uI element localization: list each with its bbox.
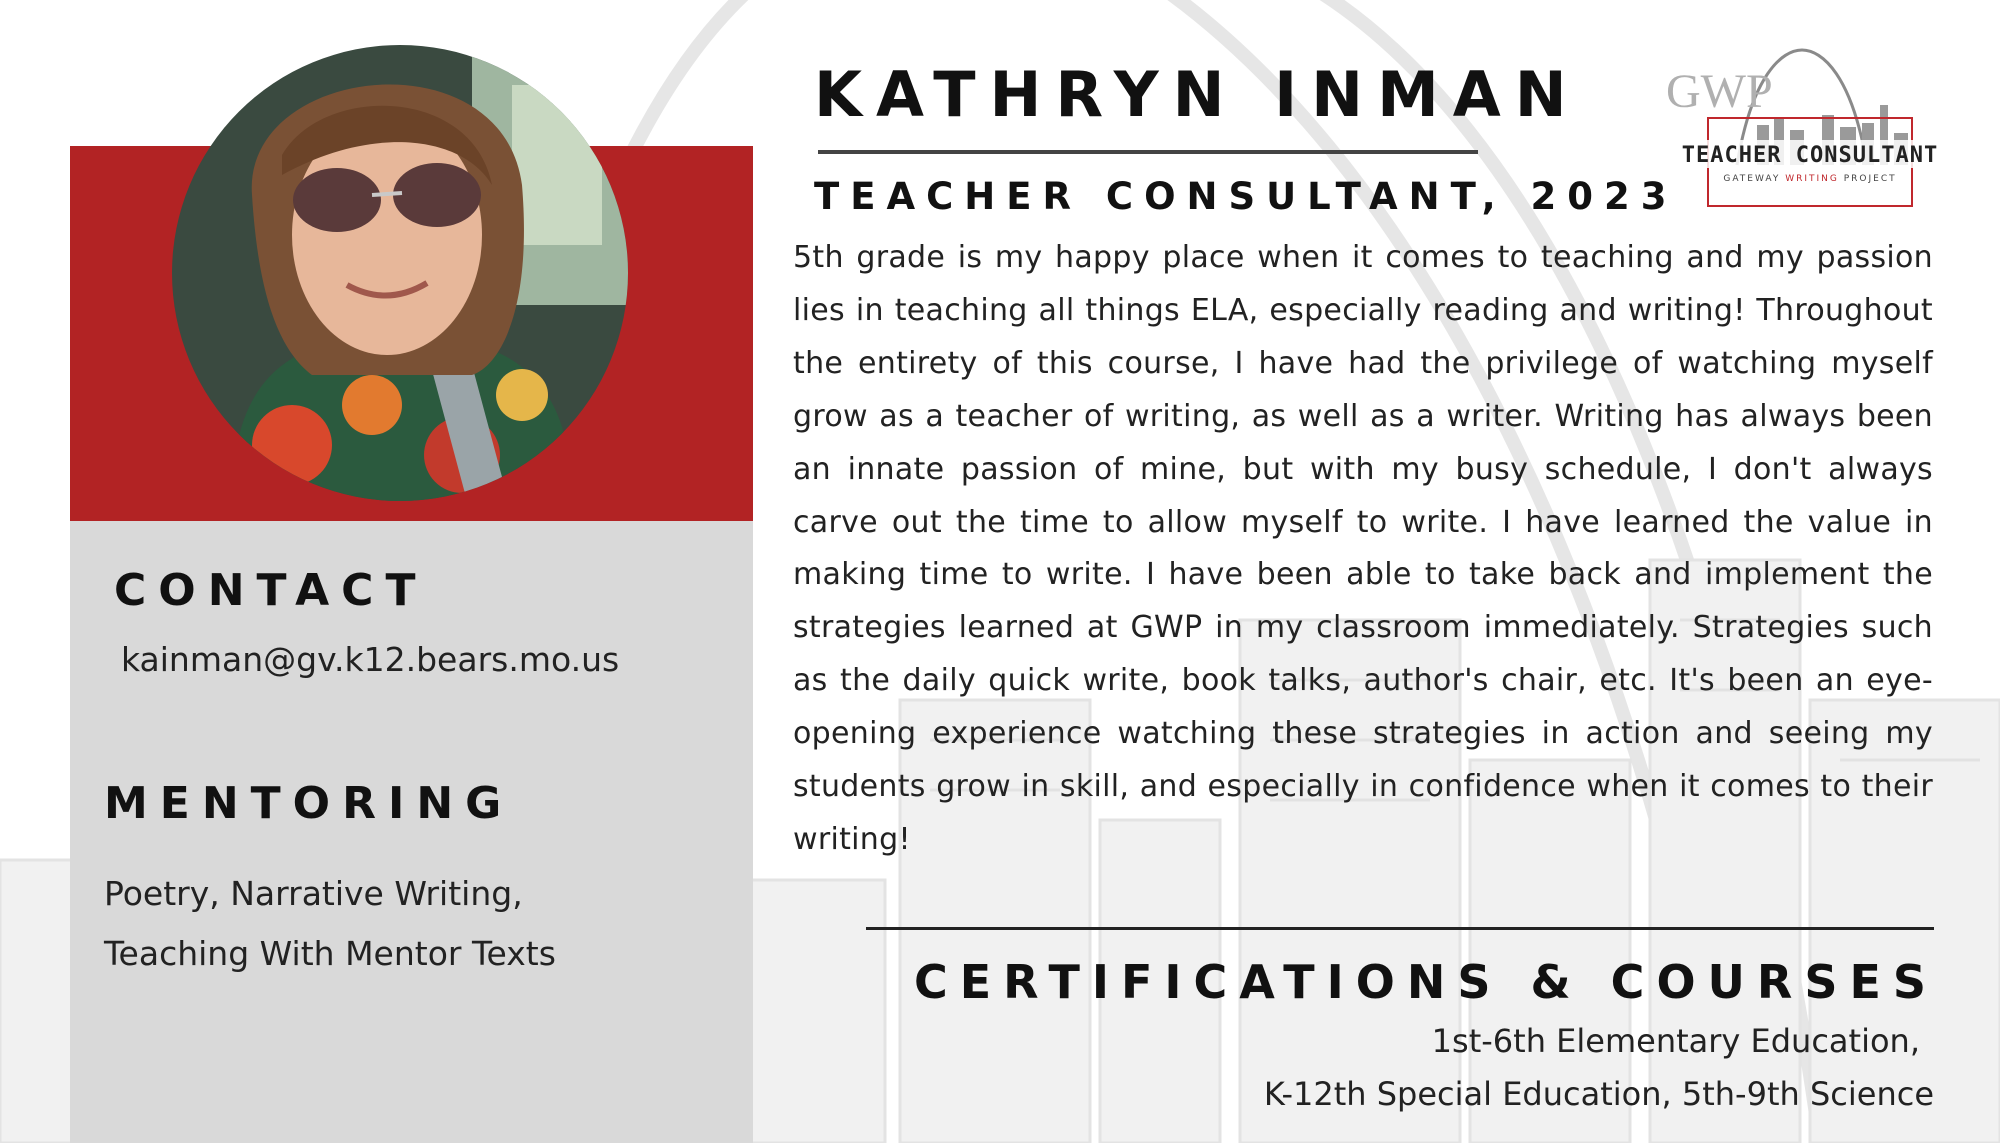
mentoring-item: Teaching With Mentor Texts bbox=[104, 934, 556, 973]
name-divider bbox=[818, 150, 1478, 154]
certification-item: K-12th Special Education, 5th-9th Science bbox=[1263, 1075, 1934, 1113]
bio-paragraph: 5th grade is my happy place when it comes to teaching and my passion lies in teaching all things ELA, especially reading and writing! Throughout the entirety of this course, I have had the privilege of watching myself grow as a teacher of writing, as well as a writer. Writing has always been an innate passion of mine, but with my busy schedule, I don't always carve out the time to allow myself to write. I have learned the value in making time to write. I have been able to take back and implement the strategies learned at GWP in my classroom immediately. Strategies such as the daily quick write, book talks, author's chair, etc. It's been an eye-opening experience watching these strategies in action and seeing my students grow in skill, and especially in confidence when it comes to their writing! bbox=[793, 240, 1933, 857]
certifications-divider bbox=[866, 927, 1934, 930]
role-title: TEACHER CONSULTANT, 2023 bbox=[814, 175, 1678, 218]
contact-email[interactable]: kainman@gv.k12.bears.mo.us bbox=[121, 640, 620, 679]
certification-item: 1st-6th Elementary Education, bbox=[1431, 1022, 1920, 1060]
gwp-logo bbox=[1662, 45, 1952, 210]
mentoring-heading: MENTORING bbox=[104, 778, 514, 829]
profile-photo bbox=[172, 45, 628, 501]
logo-mark-text: GWP bbox=[1666, 65, 1773, 118]
logo-title-text: TEACHER CONSULTANT bbox=[1681, 143, 1939, 168]
person-name: KATHRYN INMAN bbox=[814, 58, 1581, 131]
certifications-heading: CERTIFICATIONS & COURSES bbox=[913, 955, 1938, 1009]
mentoring-list bbox=[104, 864, 556, 984]
mentoring-item: Poetry, Narrative Writing, bbox=[104, 874, 523, 913]
contact-heading: CONTACT bbox=[114, 565, 428, 616]
logo-subtitle: GATEWAY WRITING PROJECT bbox=[1723, 174, 1897, 184]
